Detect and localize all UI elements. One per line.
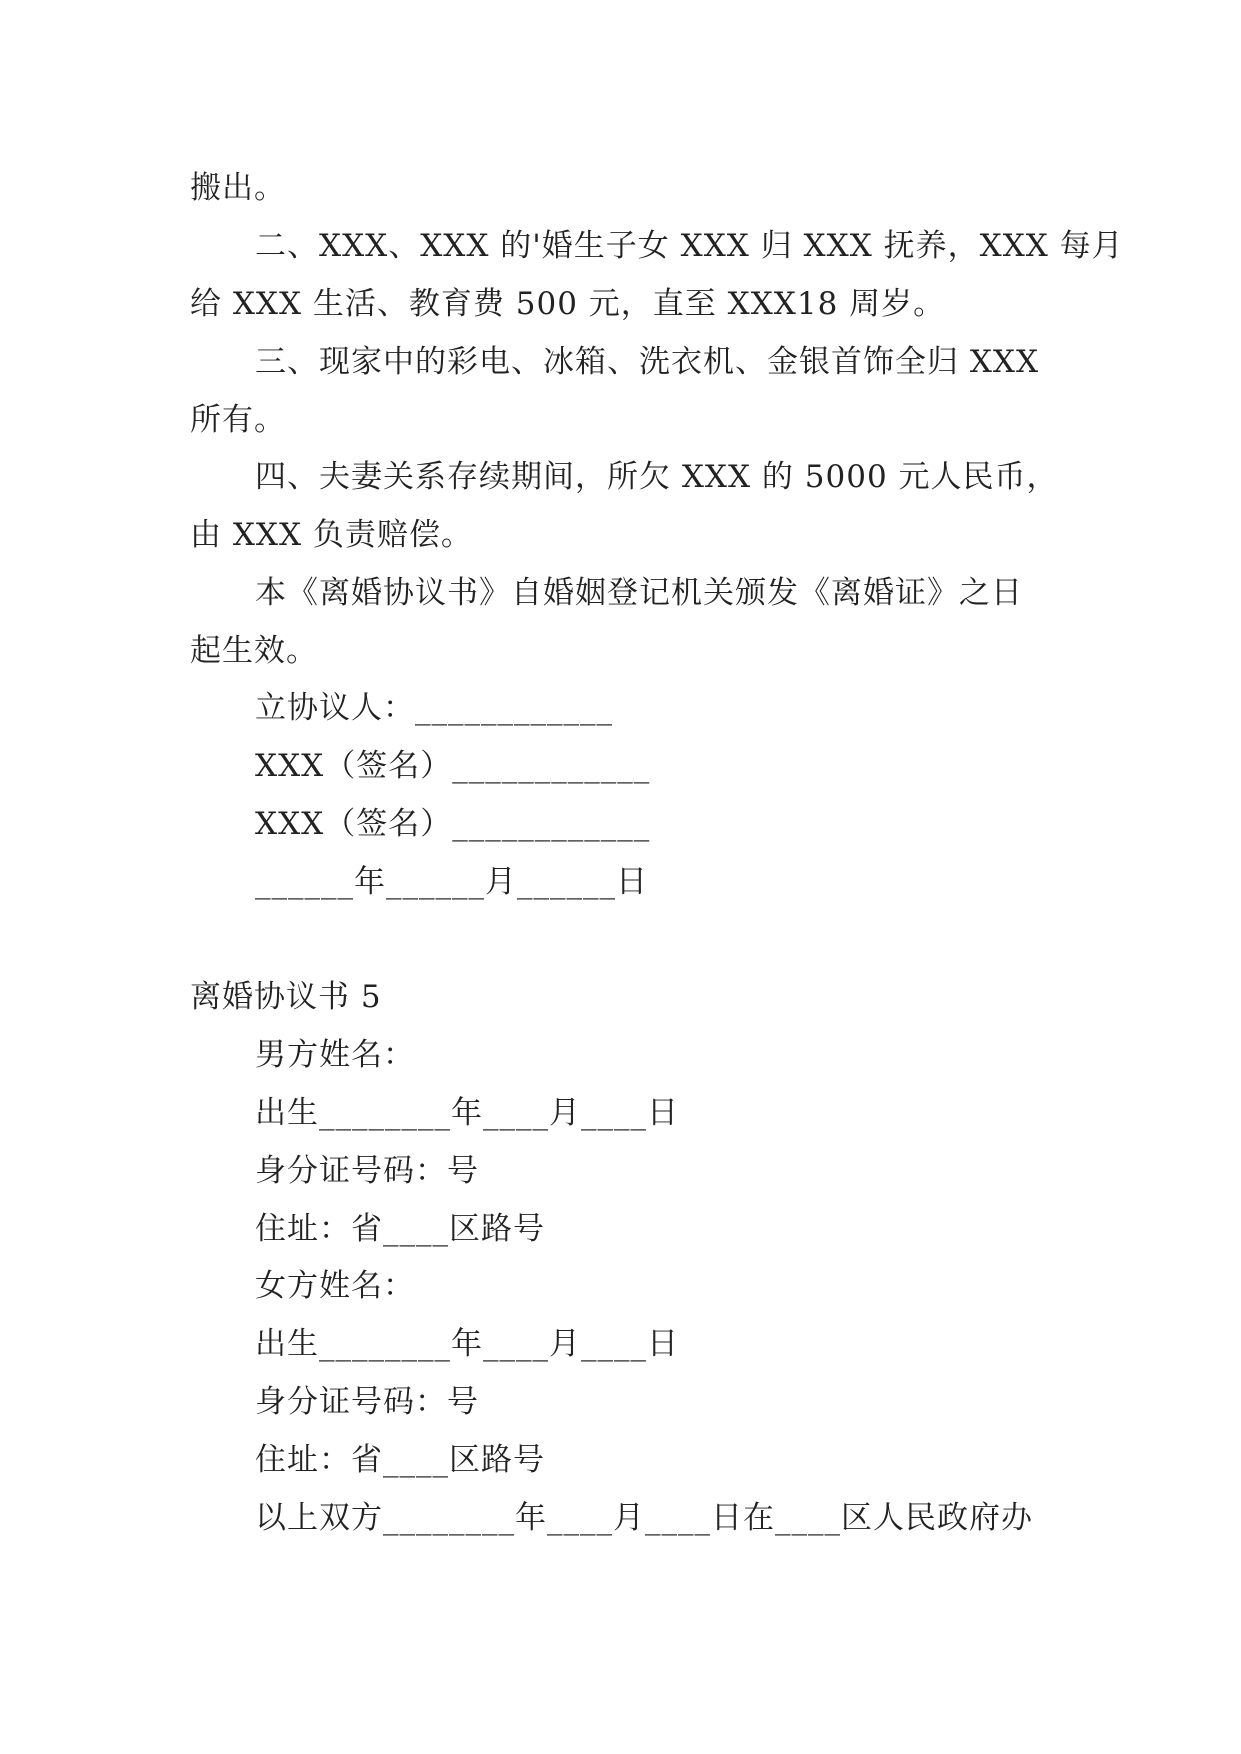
signature-field-2: XXX（签名）____________ [255,806,651,842]
male-id-field: 身分证号码：号 [255,1153,479,1189]
female-id-field: 身分证号码：号 [255,1384,479,1420]
clause-3-line-2: 所有。 [190,402,286,438]
male-name-field: 男方姓名： [255,1037,415,1073]
section-title: 离婚协议书 5 [190,979,382,1015]
clause-2-line-1: 二、XXX、XXX 的'婚生子女 XXX 归 XXX 抚养，XXX 每月 [255,228,1124,264]
clause-4-line-1: 四、夫妻关系存续期间，所欠 XXX 的 5000 元人民币， [255,459,1059,495]
female-birth-field: 出生________年____月____日 [255,1326,679,1362]
effective-clause-line-1: 本《离婚协议书》自婚姻登记机关颁发《离婚证》之日 [255,575,1023,611]
signature-field-1: XXX（签名）____________ [255,748,651,784]
text-line-moved-out: 搬出。 [190,170,286,206]
male-address-field: 住址：省____区路号 [255,1211,545,1247]
effective-clause-line-2: 起生效。 [190,633,318,669]
clause-3-line-1: 三、现家中的彩电、冰箱、洗衣机、金银首饰全归 XXX [255,344,1040,380]
date-field: ______年______月______日 [255,864,648,900]
registration-statement-line-1: 以上双方________年____月____日在____区人民政府办 [255,1500,1033,1536]
clause-4-line-2: 由 XXX 负责赔偿。 [190,517,473,553]
signatory-field: 立协议人：____________ [255,690,613,726]
male-birth-field: 出生________年____月____日 [255,1095,679,1131]
female-address-field: 住址：省____区路号 [255,1442,545,1478]
female-name-field: 女方姓名： [255,1268,415,1304]
clause-2-line-2: 给 XXX 生活、教育费 500 元，直至 XXX18 周岁。 [190,286,946,322]
